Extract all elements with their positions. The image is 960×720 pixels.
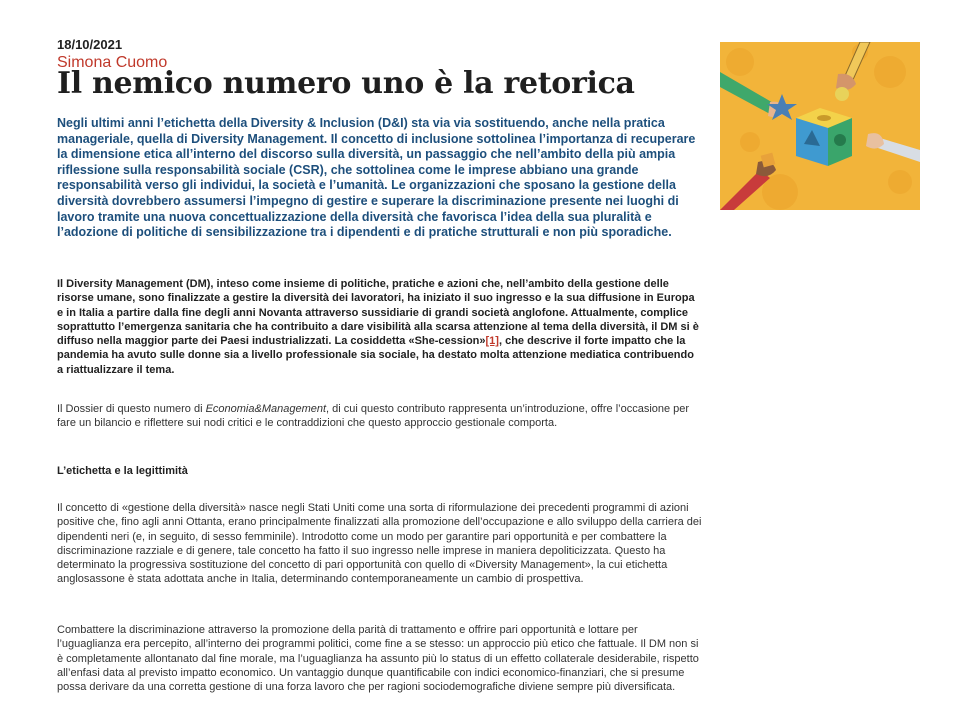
circle-shape — [835, 87, 849, 101]
paragraph-origin: Il concetto di «gestione della diversità» nasce negli Stati Uniti come una sorta di riformulazione dei precedenti programmi di azioni positive che, fino agli anni Ottanta, erano principalmente finalizzati alla promozione dell’occupazione e allo sviluppo della carriera dei dipendenti neri (e, in seguito, di sesso femminile). Introdotto come un modo per garantire pari opportunità e per combattere la discriminazione razziale e di genere, tale concetto ha fatto il suo ingresso nelle imprese in maniera depoliticizzata. Questo ha determinato la progressiva sostituzione del concetto di pari opportunità con quello di «Diversity Management», la cui etichetta anglosassone è stata adottata anche in Italia, determinando contemporaneamente un cambio di prospettiva. — [57, 502, 702, 586]
circle-hole — [834, 134, 846, 146]
paragraph-discrimination: Combattere la discriminazione attraverso la promozione della parità di trattamento e offrire pari opportunità e lottare per l’uguaglianza era percepito, all’interno dei programmi politici, come fine a se stesso: un approccio più etico che fattuale. Il DM non si è completamente allontanato dal fine morale, ma l’uguaglianza ha assunto più lo status di un effetto collaterale desiderabile, rispetto all’enfasi data al previsto impatto economico. Un vantaggio dunque quantificabile con indici economico-finanziari, che si presume possa derivare da una corretta gestione di una forza lavoro che per ragioni sociodemografiche diviene sempre più diversificata. — [57, 624, 699, 694]
footnote-link[interactable]: [1] — [485, 335, 499, 348]
paragraph-dossier — [57, 402, 703, 431]
paragraph-dossier-text-b: , di cui questo contributo rappresenta un’introduzione, offre l’occasione per fare un bilancio e riflettere sui nodi critici e le contraddizioni che questo approccio gestionale comporta. — [57, 403, 690, 430]
section-heading: L’etichetta e la legittimità — [57, 465, 188, 477]
bold-paragraph — [57, 277, 703, 377]
article-author[interactable]: Simona Cuomo — [57, 54, 168, 71]
bold-paragraph-text-b: , che descrive il forte impatto che la pandemia ha avuto sulle donne sia a livello professionale sia sociale, ha destato molta attenzione mediatica contribuendo a riattualizzare il tema. — [57, 335, 694, 376]
article-title: Il nemico numero uno è la retorica — [57, 66, 635, 101]
article-lead: Negli ultimi anni l’etichetta della Diversity & Inclusion (D&I) sta via via sostituendo, anche nella pratica manageriale, quella di Diversity Management. Il concetto di inclusione sottolinea l’importanza di recuperare la dimensione etica all’interno del discorso sulla diversità, un passaggio che nell’ambito della più ampia riflessione sulla responsabilità sociale (CSR), che sottolinea come le imprese abbiano una grande responsabilità verso gli individui, la società e l’umanità. Le organizzazioni che sposano la gestione della diversità dovrebbero assumersi l’impegno di gestire e superare la discriminazione presente nei luoghi di lavoro tramite una nuova concettualizzazione della diversità che favorisca l’idea della sua pluralità e l’adozione di politiche di sensibilizzazione tra i dipendenti e di pratiche strutturali e non più sporadiche. — [57, 116, 696, 240]
hands-shape-sorter-illustration — [720, 42, 920, 210]
article-date: 18/10/2021 — [57, 37, 123, 52]
magazine-name: Economia&Management — [205, 403, 327, 415]
bold-paragraph-text-a: Il Diversity Management (DM), inteso come insieme di politiche, pratiche e azioni che, nell’ambito della gestione delle risorse umane, sono finalizzate a gestire la diversità dei lavoratori, ha iniziato il suo ingresso e la sua diffusione in Europa e in Italia a partire dalla fine degli anni Novanta attraverso sussidiarie di grandi società anglofone. Attualmente, complice soprattutto l’emergenza sanitaria che ha contribuito a dare visibilità alla scarsa attenzione al tema della diversità, il DM si è diffuso nella maggior parte dei Paesi industrializzati. La cosiddetta «She-cession» — [57, 278, 699, 348]
paragraph-dossier-text-a: Il Dossier di questo numero di — [57, 403, 206, 415]
